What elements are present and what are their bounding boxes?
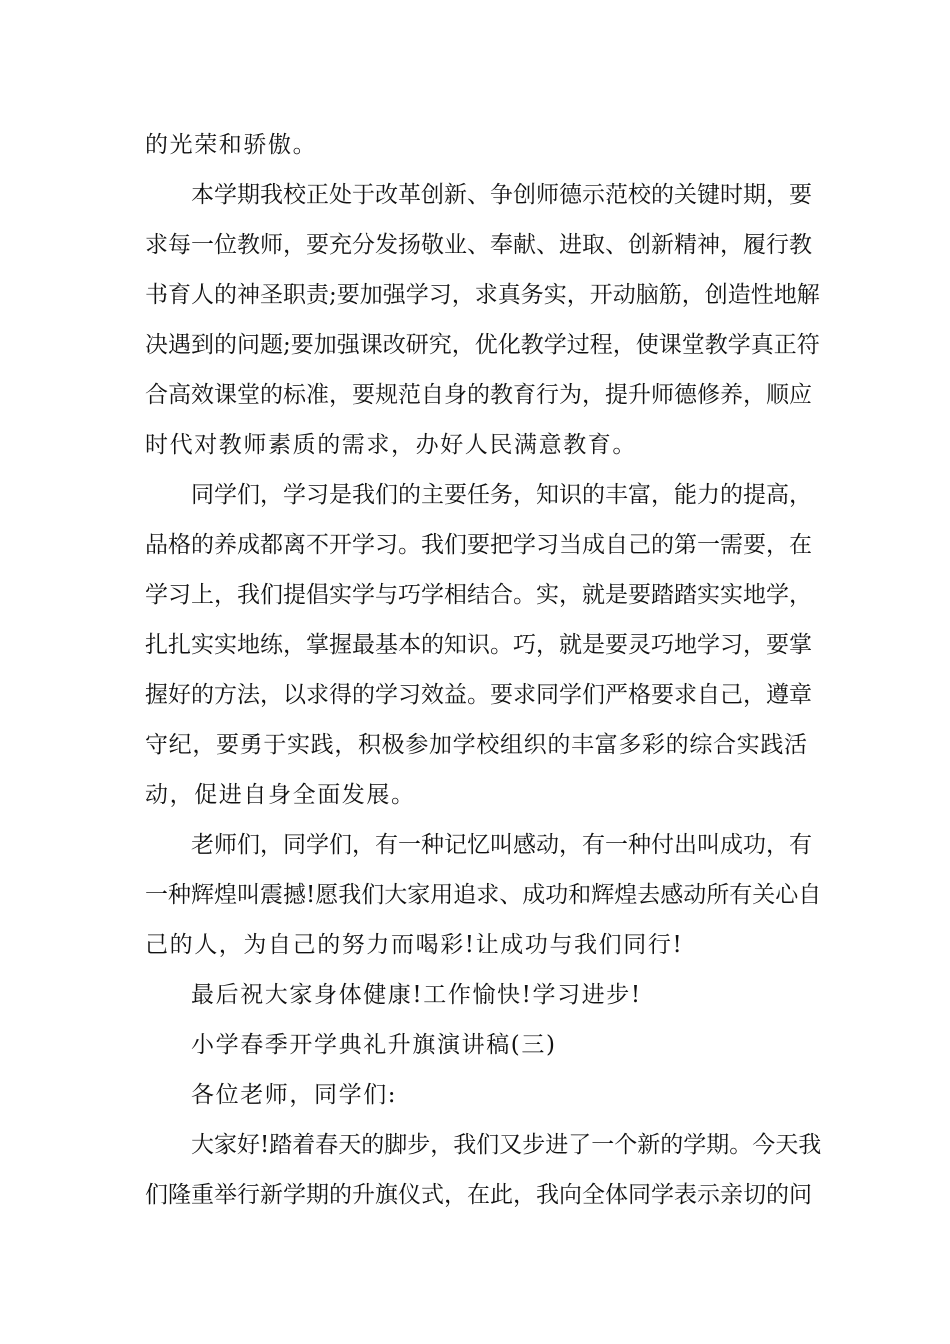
paragraph-line: 守纪，要勇于实践，积极参加学校组织的丰富多彩的综合实践活 [145,732,807,758]
paragraph-line: 决遇到的问题;要加强课改研究，优化教学过程，使课堂教学真正符 [145,332,820,358]
section-heading: 小学春季开学典礼升旗演讲稿(三) [191,1032,557,1058]
paragraph-line: 动，促进自身全面发展。 [145,782,416,808]
paragraph-line: 同学们，学习是我们的主要任务，知识的丰富，能力的提高， [191,482,812,508]
paragraph-line: 求每一位教师，要充分发扬敬业、奉献、进取、创新精神，履行教 [145,232,812,258]
paragraph-line: 一种辉煌叫震撼!愿我们大家用追求、成功和辉煌去感动所有关心自 [145,882,822,908]
paragraph-line: 品格的养成都离不开学习。我们要把学习当成自己的第一需要，在 [145,532,812,558]
paragraph-line: 们隆重举行新学期的升旗仪式，在此，我向全体同学表示亲切的问 [145,1182,812,1208]
paragraph-line: 己的人，为自己的努力而喝彩!让成功与我们同行! [145,932,684,958]
text-line: 的光荣和骄傲。 [145,132,318,158]
paragraph-line: 最后祝大家身体健康!工作愉快!学习进步! [191,982,642,1008]
document-page [145,120,822,1220]
salutation: 各位老师，同学们: [191,1082,398,1108]
paragraph-line: 书育人的神圣职责;要加强学习，求真务实，开动脑筋，创造性地解 [145,282,820,308]
paragraph-line: 扎扎实实地练，掌握最基本的知识。巧，就是要灵巧地学习，要掌 [145,632,812,658]
paragraph-line: 学习上，我们提倡实学与巧学相结合。实，就是要踏踏实实地学， [145,582,812,608]
paragraph-line: 本学期我校正处于改革创新、争创师德示范校的关键时期，要 [191,182,812,208]
paragraph-line: 老师们，同学们，有一种记忆叫感动，有一种付出叫成功，有 [191,832,812,858]
paragraph-line: 合高效课堂的标准，要规范自身的教育行为，提升师德修养，顺应 [145,382,812,408]
paragraph-line: 大家好!踏着春天的脚步，我们又步进了一个新的学期。今天我 [191,1132,822,1158]
paragraph-line: 握好的方法，以求得的学习效益。要求同学们严格要求自己，遵章 [145,682,812,708]
paragraph-line: 时代对教师素质的需求，办好人民满意教育。 [145,432,637,458]
